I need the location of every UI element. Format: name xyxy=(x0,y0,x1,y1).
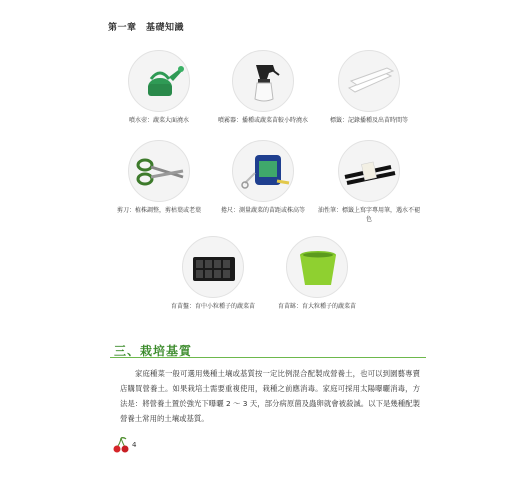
page-number: 4 xyxy=(132,441,137,449)
seedling-pot-icon xyxy=(286,236,348,298)
label-icon xyxy=(338,50,400,112)
scissors-caption: 剪刀：植株調整，剪枯葉或老葉 xyxy=(116,207,201,214)
marker-caption: 油性筆：標籤上寫字專用筆，遇水不褪色 xyxy=(317,207,420,223)
chapter-header: 第一章 基礎知識 xyxy=(108,23,185,33)
tool-seedling-tray xyxy=(158,236,268,311)
page-footer xyxy=(112,436,136,454)
tape-measure-caption: 捲尺：測量蔬菜的苗距或株高等 xyxy=(220,207,305,214)
tool-seedling-pot xyxy=(262,236,372,311)
seedling-pot-caption: 育苗缽：育大粒種子的蔬菜苗 xyxy=(277,303,356,310)
tool-tape-measure xyxy=(208,140,318,215)
scissors-icon xyxy=(128,140,190,202)
tool-marker xyxy=(314,140,424,224)
tool-sprayer xyxy=(208,50,318,125)
tape-measure-icon xyxy=(232,140,294,202)
section-paragraph: 家庭種菜一般可選用幾種土壤或基質按一定比例混合配製成營養土，也可以到園藝專賣店購買營養土。如果栽培土需要重複使用，栽種之前應消毒。家庭可採用太陽曝曬消毒，方法是：將營養土置於強光下曝曬 2 ～ 3 天，部分病原菌及蟲卵就會被殺滅。以下是幾種配製營養土常用的土壤或基質。 xyxy=(120,369,420,423)
sprayer-caption: 噴霧器：播種或蔬菜苗較小時澆水 xyxy=(217,117,308,124)
sprayer-icon xyxy=(232,50,294,112)
seedling-tray-icon xyxy=(182,236,244,298)
tool-label xyxy=(314,50,424,125)
section-title-text: 三、栽培基質 xyxy=(114,344,193,358)
marker-icon xyxy=(338,140,400,202)
section-heading xyxy=(110,340,426,358)
seedling-tray-caption: 育苗盤：育中小粒種子的蔬菜苗 xyxy=(170,303,255,310)
label-caption: 標籤：記錄播種及出苗時間等 xyxy=(329,117,408,124)
tool-scissors xyxy=(104,140,214,215)
watering-can-caption: 噴水壺：蔬菜大面澆水 xyxy=(128,117,189,124)
tool-watering-can xyxy=(104,50,214,125)
watering-can-icon xyxy=(128,50,190,112)
cherries-icon xyxy=(112,436,130,454)
